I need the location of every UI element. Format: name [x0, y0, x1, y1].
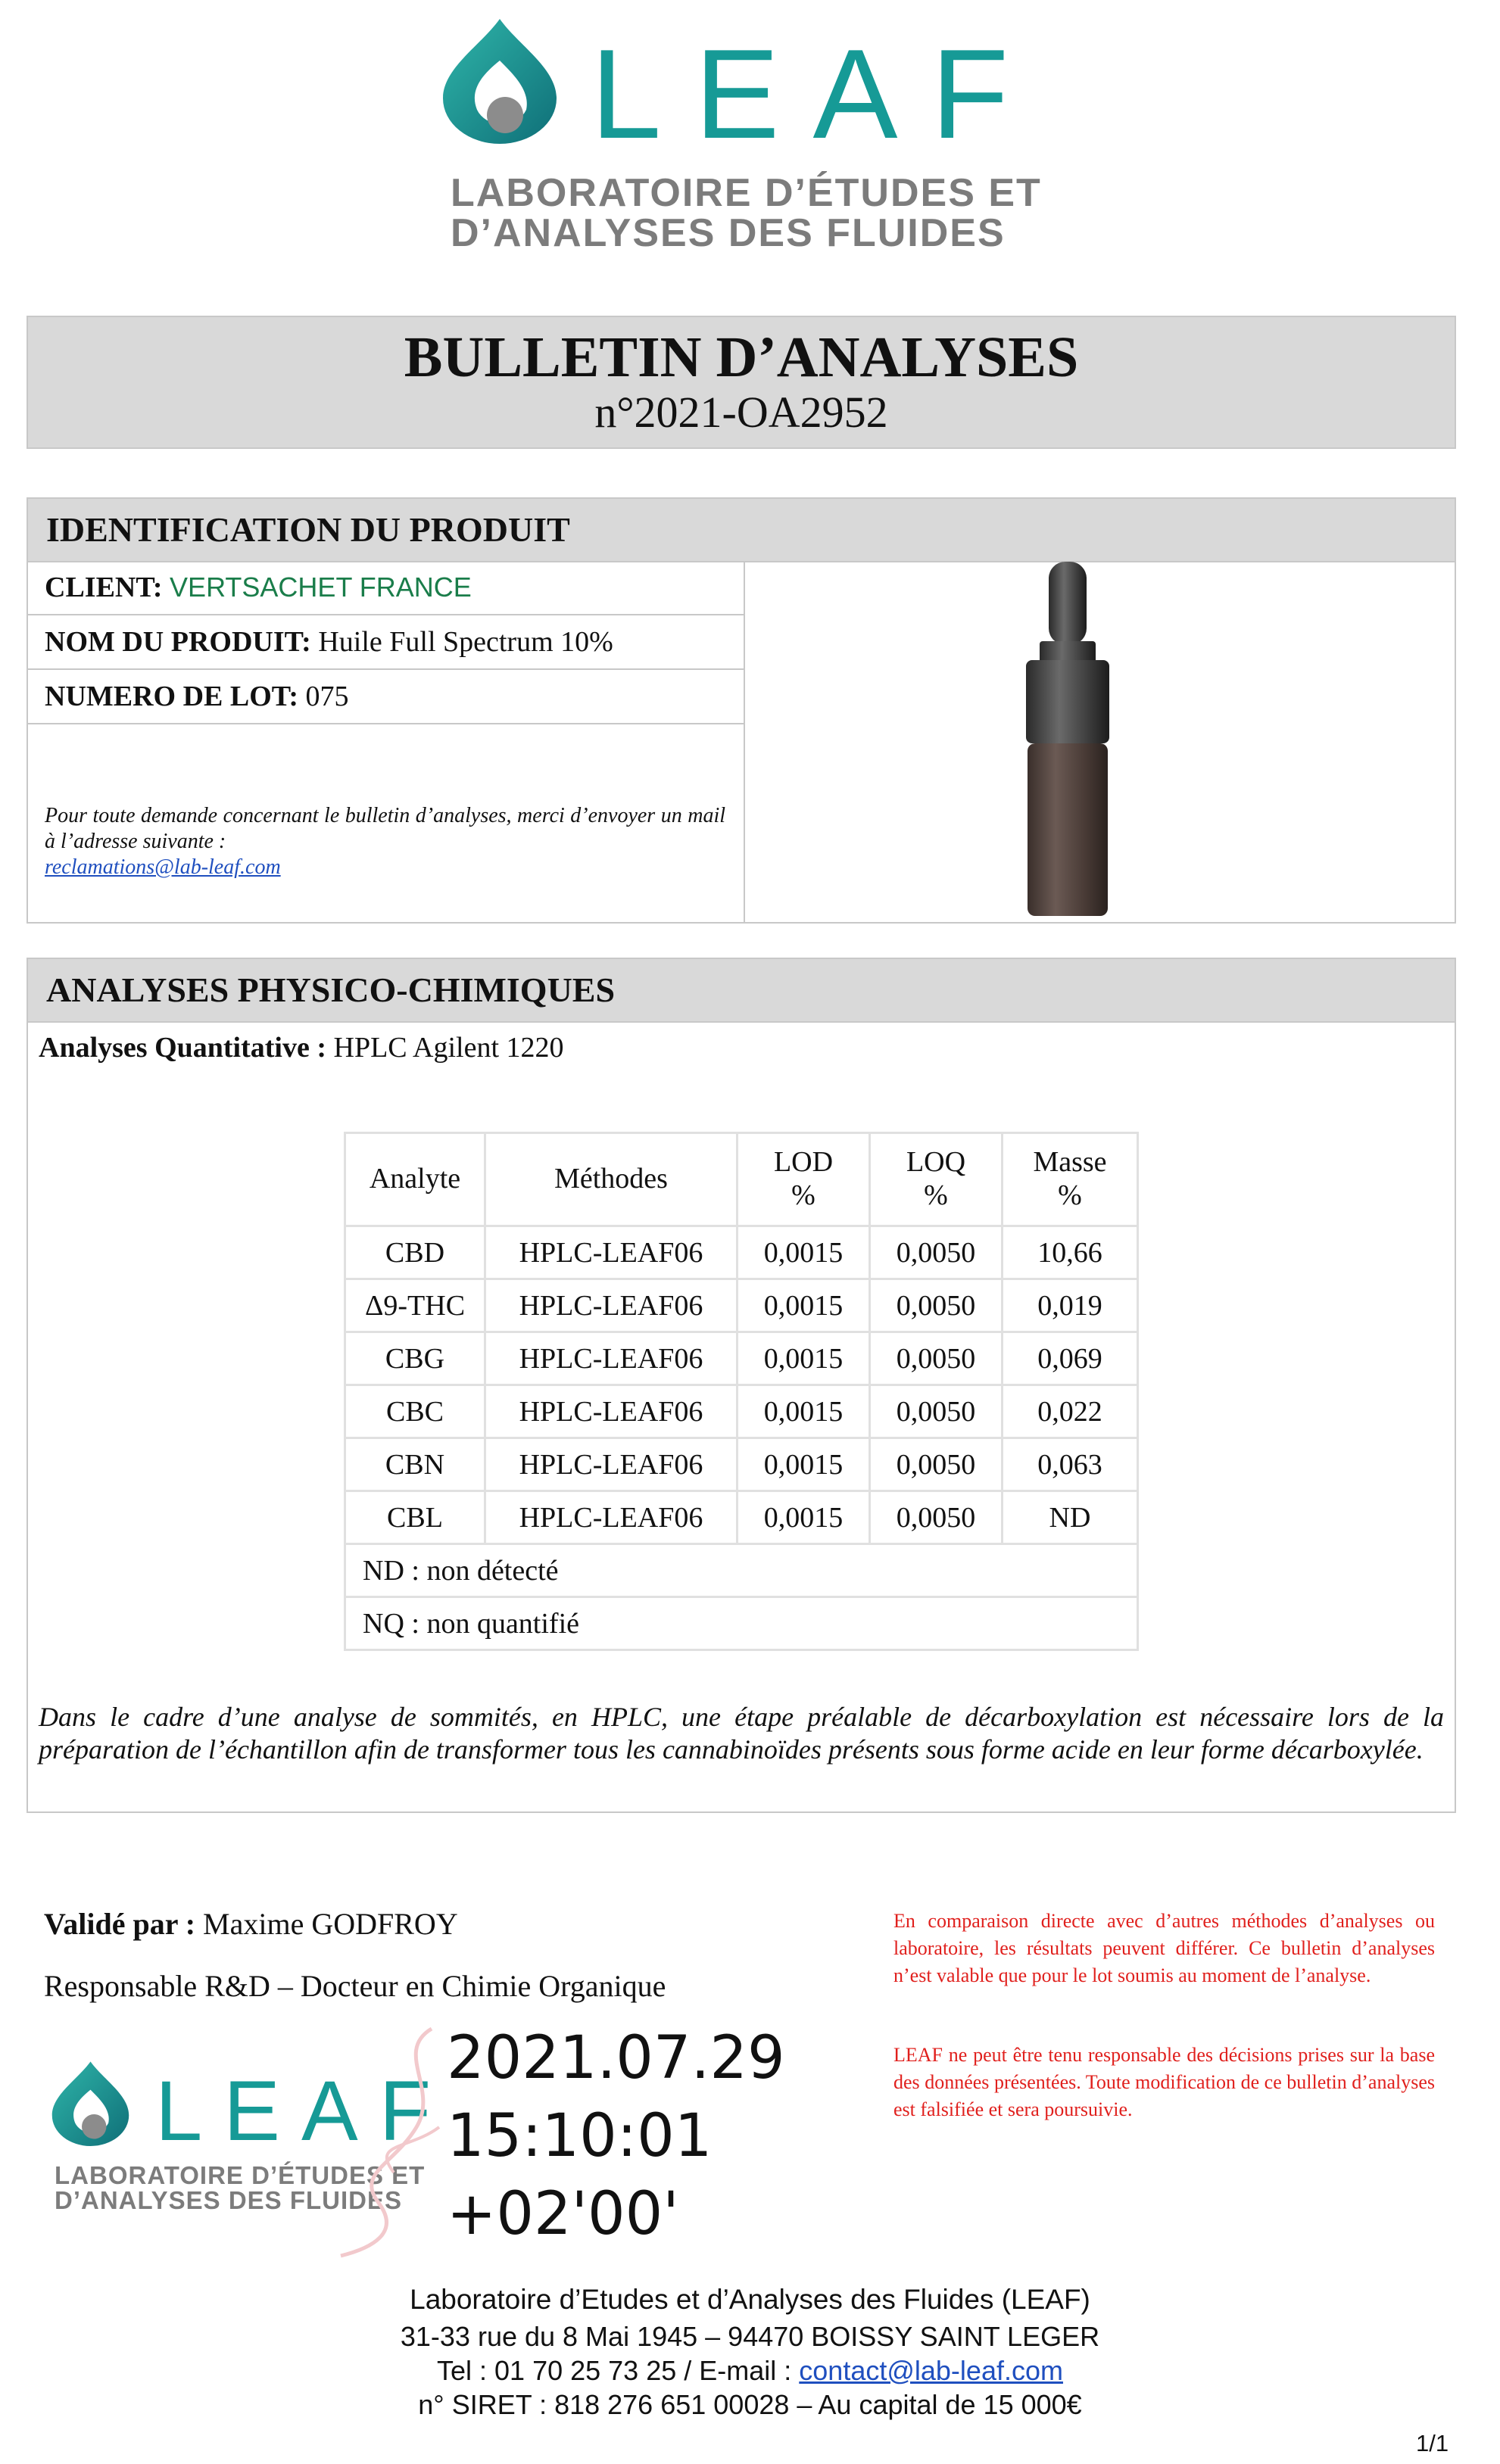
- analyses-sub-value: HPLC Agilent 1220: [333, 1032, 564, 1064]
- cell-lod: 0,0015: [738, 1279, 870, 1332]
- header-mass-label: Masse: [1033, 1146, 1107, 1179]
- product-value: Huile Full Spectrum 10%: [318, 626, 613, 658]
- cell-analyte: CBD: [345, 1226, 485, 1279]
- logo-small-wordmark: LEAF: [155, 2064, 453, 2158]
- logo-subtitle-line2: D’ANALYSES DES FLUIDES: [451, 211, 1006, 255]
- cell-mass: ND: [1003, 1491, 1138, 1544]
- cell-loq: 0,0050: [870, 1438, 1003, 1491]
- header-mass-unit: %: [1058, 1179, 1082, 1211]
- footer-email-link[interactable]: contact@lab-leaf.com: [799, 2355, 1063, 2386]
- table-row: [345, 1438, 1138, 1491]
- physico-chemical-analyses-section: [27, 958, 1456, 1813]
- header-lod: [738, 1133, 870, 1226]
- cell-loq: 0,0050: [870, 1332, 1003, 1385]
- validated-by-label: Validé par :: [44, 1907, 196, 1941]
- bulletin-number: n°2021-OA2952: [594, 387, 888, 437]
- cell-mass: 0,019: [1003, 1279, 1138, 1332]
- cell-mass: 10,66: [1003, 1226, 1138, 1279]
- header-methods: Méthodes: [485, 1133, 738, 1226]
- cell-mass: 0,069: [1003, 1332, 1138, 1385]
- title-box: [27, 316, 1456, 449]
- header-mass: [1003, 1133, 1138, 1226]
- header-lod-label: LOD: [773, 1146, 834, 1179]
- cell-lod: 0,0015: [738, 1332, 870, 1385]
- logo-wordmark: LEAF: [591, 23, 1043, 165]
- cell-method: HPLC-LEAF06: [485, 1491, 738, 1544]
- cell-method: HPLC-LEAF06: [485, 1279, 738, 1332]
- cell-analyte: CBL: [345, 1491, 485, 1544]
- cell-lod: 0,0015: [738, 1226, 870, 1279]
- results-table: [344, 1132, 1139, 1651]
- footer-lab-name: Laboratoire d’Etudes et d’Analyses des Fluides (LEAF): [410, 2284, 1090, 2315]
- cell-analyte: CBC: [345, 1385, 485, 1438]
- cell-lod: 0,0015: [738, 1438, 870, 1491]
- footer-address: 31-33 rue du 8 Mai 1945 – 94470 BOISSY SAINT LEGER: [400, 2321, 1100, 2352]
- analyses-sub-label: Analyses Quantitative :: [39, 1032, 326, 1064]
- note-nq: NQ : non quantifié: [345, 1597, 1138, 1650]
- logo-subtitle-line1: LABORATOIRE D’ÉTUDES ET: [451, 171, 1042, 215]
- cell-method: HPLC-LEAF06: [485, 1438, 738, 1491]
- lot-row: [28, 670, 744, 724]
- identification-details: [28, 561, 745, 924]
- disclaimer-paragraph-1: En comparaison directe avec d’autres méthodes d’analyses ou laboratoire, les résultats peuvent différer. Ce bulletin d’analyses n’est valable que pour le lot soumis au moment de l’analyse.: [893, 1910, 1435, 1986]
- table-row: [345, 1279, 1138, 1332]
- product-bottle-image: [1011, 562, 1124, 917]
- page-number: 1/1: [1416, 2430, 1449, 2456]
- cell-mass: 0,022: [1003, 1385, 1138, 1438]
- footer-contact: [0, 2355, 1500, 2387]
- cell-loq: 0,0050: [870, 1279, 1003, 1332]
- table-row: [345, 1385, 1138, 1438]
- cell-lod: 0,0015: [738, 1385, 870, 1438]
- validator-name: Maxime GODFROY: [203, 1907, 458, 1941]
- table-row: [345, 1332, 1138, 1385]
- cell-lod: 0,0015: [738, 1491, 870, 1544]
- signature-timezone: +02'00': [447, 2180, 679, 2248]
- client-label: CLIENT:: [45, 572, 163, 603]
- signature-date: 2021.07.29: [447, 2024, 785, 2092]
- table-header-row: [345, 1133, 1138, 1226]
- table-note-row: [345, 1544, 1138, 1597]
- disclaimer-paragraph-2: LEAF ne peut être tenu responsable des décisions prises sur la base des données présentées. Toute modification de ce bulletin d’analyses est falsifiée et sera poursuivie.: [893, 2044, 1435, 2120]
- cell-loq: 0,0050: [870, 1385, 1003, 1438]
- client-row: [28, 561, 744, 615]
- cell-loq: 0,0050: [870, 1226, 1003, 1279]
- leaf-logo-icon: [435, 15, 564, 144]
- analyses-heading: ANALYSES PHYSICO-CHIMIQUES: [28, 959, 1455, 1023]
- table-row: [345, 1491, 1138, 1544]
- header-analyte: Analyte: [345, 1133, 485, 1226]
- footer-siret: n° SIRET : 818 276 651 00028 – Au capital de 15 000€: [418, 2389, 1082, 2420]
- client-value: VERTSACHET FRANCE: [170, 572, 472, 603]
- product-label: NOM DU PRODUIT:: [45, 626, 311, 658]
- cell-analyte: CBN: [345, 1438, 485, 1491]
- identification-heading: IDENTIFICATION DU PRODUIT: [28, 499, 1455, 562]
- note-nd: ND : non détecté: [345, 1544, 1138, 1597]
- cell-method: HPLC-LEAF06: [485, 1226, 738, 1279]
- product-row: [28, 615, 744, 670]
- header-loq-unit: %: [924, 1179, 948, 1211]
- table-row: [345, 1226, 1138, 1279]
- cell-analyte: CBG: [345, 1332, 485, 1385]
- claims-note-text: Pour toute demande concernant le bulletin d’analyses, merci d’envoyer un mail à l’adresse suivante :: [45, 804, 725, 854]
- header-loq: [870, 1133, 1003, 1226]
- leaf-logo-small-icon: [47, 2059, 134, 2146]
- header-lod-unit: %: [791, 1179, 815, 1211]
- table-note-row: [345, 1597, 1138, 1650]
- decarboxylation-note: Dans le cadre d’une analyse de sommités, en HPLC, une étape préalable de décarboxylation est nécessaire lors de la préparation de l’échantillon afin de transformer tous les cannabinoïdes présents sous forme acide en leur forme décarboxylée.: [39, 1702, 1444, 1765]
- claims-note: [45, 803, 725, 880]
- logo-small-subtitle-line1: LABORATOIRE D’ÉTUDES ET: [55, 2161, 426, 2189]
- validated-by: [44, 1906, 458, 1942]
- cell-analyte: Δ9-THC: [345, 1279, 485, 1332]
- logo-small-subtitle-line2: D’ANALYSES DES FLUIDES: [55, 2186, 403, 2214]
- product-identification-section: [27, 497, 1456, 924]
- lot-value: 075: [305, 681, 349, 712]
- cell-loq: 0,0050: [870, 1491, 1003, 1544]
- lot-label: NUMERO DE LOT:: [45, 681, 298, 712]
- cell-method: HPLC-LEAF06: [485, 1332, 738, 1385]
- analyses-subtitle: [39, 1031, 564, 1064]
- cell-mass: 0,063: [1003, 1438, 1138, 1491]
- footer-contact-text: Tel : 01 70 25 73 25 / E-mail :: [437, 2355, 792, 2386]
- validator-role: Responsable R&D – Docteur en Chimie Organique: [44, 1969, 666, 2003]
- claims-email-link[interactable]: reclamations@lab-leaf.com: [45, 855, 281, 880]
- cell-method: HPLC-LEAF06: [485, 1385, 738, 1438]
- signature-time: 15:10:01: [447, 2102, 713, 2170]
- page-title: BULLETIN D’ANALYSES: [404, 326, 1079, 389]
- header-loq-label: LOQ: [906, 1146, 966, 1179]
